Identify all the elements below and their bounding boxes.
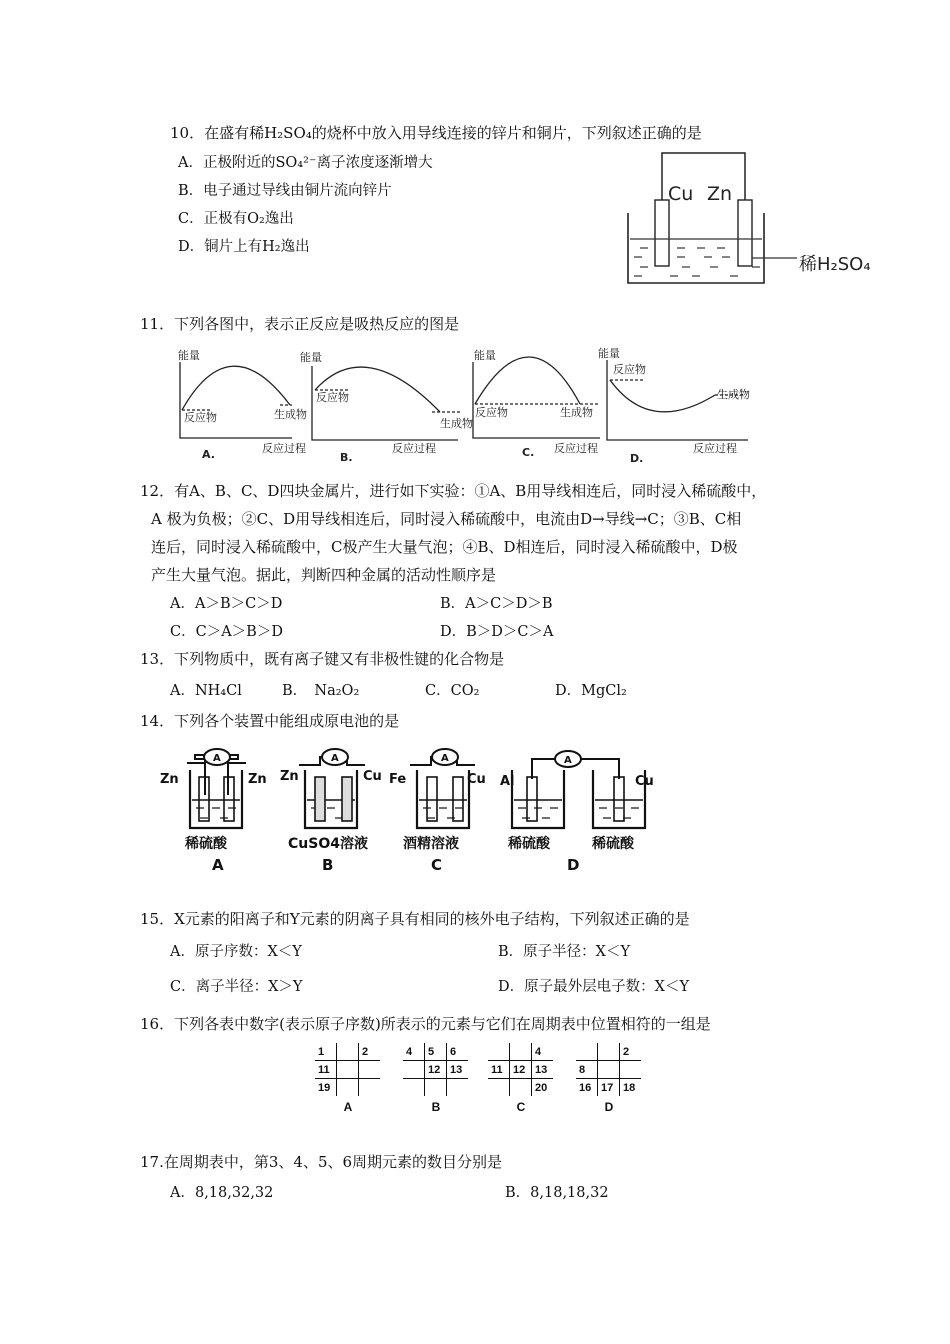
periodic-cell [337, 1043, 359, 1061]
q14-cell-devices: A Zn Zn 稀硫酸 A Zn Cu CuSO4溶液 B Fe Cu 酒精溶液 C Al Cu 稀硫酸 稀硫酸 D [151, 741, 654, 874]
q17-option-b: B．8,18,18,32 [505, 1185, 609, 1201]
q10-zn-label: Zn [707, 183, 733, 205]
periodic-cell [576, 1043, 598, 1061]
svg-text:酒精溶液: 酒精溶液 [403, 836, 459, 852]
periodic-cell: 19 [315, 1079, 337, 1097]
q15-option-b: B．原子半径：X＜Y [498, 944, 631, 960]
svg-text:B.: B. [340, 451, 353, 464]
svg-text:Cu: Cu [363, 769, 382, 784]
periodic-cell: 4 [532, 1043, 554, 1061]
svg-text:能量: 能量 [300, 351, 322, 364]
svg-text:A.: A. [202, 448, 215, 461]
q15-stem: 15．X元素的阳离子和Y元素的阴离子具有相同的核外电子结构，下列叙述正确的是 [140, 910, 690, 928]
q11-stem: 11．下列各图中，表示正反应是吸热反应的图是 [140, 315, 460, 333]
q10-option-d: D．铜片上有H₂逸出 [178, 239, 310, 255]
q15-option-a: A．原子序数：X＜Y [170, 944, 302, 960]
q10-option-a: A．正极附近的SO₄²⁻离子浓度逐渐增大 [178, 155, 433, 171]
svg-text:稀硫酸: 稀硫酸 [508, 836, 550, 852]
periodic-cell: 11 [488, 1061, 510, 1079]
periodic-cell [598, 1061, 620, 1079]
svg-text:能量: 能量 [598, 347, 620, 360]
svg-text:稀硫酸: 稀硫酸 [592, 836, 634, 852]
svg-text:生成物: 生成物 [274, 408, 307, 421]
periodic-cell: 6 [447, 1043, 469, 1061]
periodic-fragment-letter: C [516, 1100, 526, 1114]
periodic-cell [447, 1079, 469, 1097]
periodic-cell: 4 [403, 1043, 425, 1061]
periodic-cell [403, 1061, 425, 1079]
periodic-fragment [576, 1043, 641, 1096]
svg-text:C: C [431, 856, 443, 874]
periodic-cell: 13 [447, 1061, 469, 1079]
q13-option-a: A．NH₄Cl [170, 683, 242, 699]
q15-option-c: C．离子半径：X＞Y [170, 979, 303, 995]
svg-text:Al: Al [500, 774, 515, 789]
svg-text:能量: 能量 [474, 349, 496, 362]
periodic-cell [510, 1043, 532, 1061]
periodic-cell [425, 1079, 447, 1097]
q12-line-3: 连后，同时浸入稀硫酸中，C极产生大量气泡；④B、D相连后，同时浸入稀硫酸中，D极 [151, 538, 738, 556]
svg-text:反应物: 反应物 [475, 406, 508, 419]
q11-energy-diagrams [170, 340, 770, 468]
periodic-cell: 12 [425, 1061, 447, 1079]
q16-stem: 16．下列各表中数字(表示原子序数)所表示的元素与它们在周期表中位置相符的一组是 [140, 1015, 711, 1033]
svg-text:Cu: Cu [467, 772, 486, 787]
q12-option-c: C．C＞A＞B＞D [170, 624, 283, 640]
periodic-cell: 20 [535, 1081, 548, 1094]
svg-text:反应物: 反应物 [316, 391, 349, 404]
svg-text:D.: D. [630, 452, 644, 465]
periodic-cell [359, 1061, 381, 1079]
svg-text:Fe: Fe [389, 772, 407, 787]
periodic-cell: 11 [315, 1061, 337, 1079]
svg-text:稀硫酸: 稀硫酸 [185, 836, 227, 852]
periodic-cell [359, 1079, 381, 1097]
periodic-fragment-letter: D [604, 1100, 614, 1114]
q13-option-b: B． Na₂O₂ [282, 683, 360, 699]
svg-text:CuSO4溶液: CuSO4溶液 [288, 836, 368, 852]
svg-text:Zn: Zn [248, 772, 267, 787]
periodic-cell [403, 1079, 425, 1097]
svg-text:能量: 能量 [178, 349, 200, 362]
svg-text:反应过程: 反应过程 [392, 442, 436, 455]
periodic-cell [337, 1061, 359, 1079]
periodic-cell [488, 1079, 510, 1097]
svg-text:反应过程: 反应过程 [262, 442, 306, 455]
q10-cell-figure [622, 145, 892, 290]
q16-table-d [576, 1043, 642, 1114]
q12-option-a: A．A＞B＞C＞D [170, 596, 283, 612]
q13-option-d: D．MgCl₂ [555, 683, 627, 699]
svg-text:Zn: Zn [160, 772, 179, 787]
periodic-fragment-letter: A [343, 1100, 353, 1114]
q15-option-d: D．原子最外层电子数：X＜Y [498, 979, 690, 995]
q16-table-a [315, 1043, 381, 1114]
periodic-cell: 8 [576, 1061, 598, 1079]
periodic-cell [598, 1043, 620, 1061]
svg-text:Cu: Cu [635, 774, 654, 789]
periodic-cell: 5 [425, 1043, 447, 1061]
q12-option-d: D．B＞D＞C＞A [440, 624, 554, 640]
q13-option-c: C．CO₂ [425, 683, 480, 699]
periodic-cell: 13 [532, 1061, 554, 1079]
periodic-cell [488, 1043, 510, 1061]
q12-option-b: B．A＞C＞D＞B [440, 596, 553, 612]
periodic-cell: 2 [359, 1043, 381, 1061]
q14-stem: 14．下列各个装置中能组成原电池的是 [140, 712, 400, 730]
svg-text:C.: C. [522, 446, 535, 459]
periodic-fragment [403, 1043, 468, 1096]
periodic-cell: 17 [598, 1079, 620, 1097]
periodic-cell: 12 [510, 1061, 532, 1079]
periodic-cell [620, 1061, 642, 1079]
svg-text:A: A [212, 856, 224, 874]
q13-stem: 13．下列物质中，既有离子键又有非极性键的化合物是 [140, 650, 505, 668]
q12-line-2: A 极为负极；②C、D用导线相连后，同时浸入稀硫酸中，电流由D→导线→C；③B、C相 [151, 510, 742, 528]
svg-text:反应过程: 反应过程 [554, 442, 598, 455]
q12-line-1: 12．有A、B、C、D四块金属片，进行如下实验：①A、B用导线相连后，同时浸入稀硫酸中， [140, 482, 767, 500]
periodic-cell: 1 [315, 1043, 337, 1061]
periodic-cell: 2 [620, 1043, 642, 1061]
q17-option-a: A．8,18,32,32 [170, 1185, 274, 1201]
q10-option-c: C．正极有O₂逸出 [178, 211, 294, 227]
svg-text:D: D [567, 856, 580, 874]
periodic-cell [337, 1079, 359, 1097]
q17-stem: 17.在周期表中，第3、4、5、6周期元素的数目分别是 [140, 1153, 503, 1171]
periodic-cell: 16 [576, 1079, 598, 1097]
periodic-fragment [315, 1043, 380, 1096]
q12-line-4: 产生大量气泡。据此，判断四种金属的活动性顺序是 [151, 566, 497, 584]
periodic-fragment-letter: B [431, 1100, 441, 1114]
q10-option-b: B．电子通过导线由铜片流向锌片 [178, 183, 392, 199]
periodic-fragment [488, 1043, 553, 1096]
q10-solution-label: 稀H₂SO₄ [799, 254, 871, 275]
q10-cu-label: Cu [668, 183, 694, 205]
svg-text:反应物: 反应物 [613, 363, 646, 376]
periodic-cell [510, 1079, 532, 1097]
q16-table-c [488, 1043, 554, 1114]
svg-text:生成物: 生成物 [560, 406, 593, 419]
periodic-cell: 18 [623, 1081, 636, 1094]
q16-table-b [403, 1043, 469, 1114]
q10-stem: 10．在盛有稀H₂SO₄的烧杯中放入用导线连接的锌片和铜片，下列叙述正确的是 [170, 124, 702, 142]
svg-text:反应物: 反应物 [184, 411, 217, 424]
svg-text:生成物: 生成物 [440, 417, 473, 430]
svg-text:反应过程: 反应过程 [693, 442, 737, 455]
svg-text:生成物: 生成物 [717, 388, 750, 401]
svg-text:Zn: Zn [280, 769, 299, 784]
svg-text:B: B [322, 856, 334, 874]
